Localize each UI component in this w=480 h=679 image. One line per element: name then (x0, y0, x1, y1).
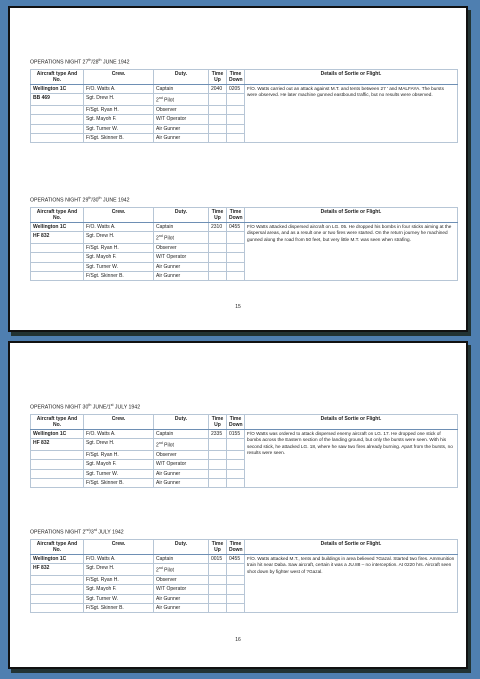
header-time-down: Time Down (227, 414, 245, 429)
header-details: Details of Sortie or Flight. (245, 207, 458, 222)
header-duty: Duty. (154, 539, 209, 554)
header-details: Details of Sortie or Flight. (245, 414, 458, 429)
crew-name: F/Sgt. Ryan H. (84, 576, 154, 585)
aircraft-type: Wellington 1C (31, 555, 84, 564)
sortie-section (30, 403, 458, 488)
crew-name: Sgt. Turner W. (84, 124, 154, 133)
crew-name: Sgt. Mayoh F. (84, 585, 154, 594)
crew-name: F/Sgt. Ryan H. (84, 451, 154, 460)
crew-duty: 2nd Pilot (154, 439, 209, 451)
header-row (31, 69, 458, 84)
header-row (31, 539, 458, 554)
crew-name: Sgt. Mayoh F. (84, 253, 154, 262)
crew-name: F/Sgt. Skinner B. (84, 271, 154, 280)
crew-duty: Captain (154, 430, 209, 439)
section-heading: OPERATIONS NIGHT 27th/28th JUNE 1942 (30, 58, 130, 66)
crew-name: F/O. Watts A. (84, 555, 154, 564)
crew-duty: W/T Operator (154, 115, 209, 124)
table-row (31, 555, 458, 564)
crew-name: F/Sgt. Ryan H. (84, 244, 154, 253)
page-number: 15 (235, 304, 241, 310)
time-up: 2040 (209, 85, 227, 94)
crew-duty: Air Gunner (154, 469, 209, 478)
crew-duty: Air Gunner (154, 124, 209, 133)
header-time-up: Time Up (209, 539, 227, 554)
crew-name: Sgt. Drew H. (84, 439, 154, 451)
crew-duty: Captain (154, 223, 209, 232)
table-row (31, 223, 458, 232)
time-up: 2335 (209, 430, 227, 439)
crew-name: F/Sgt. Ryan H. (84, 106, 154, 115)
sortie-details: F/O. Watts attacked M.T., tents and buildings in area believed ?Gazal. Started two fires. Ammunition train hit near Daba. Saw aircraft, certain it was a JU.88 – no interception. At 0220 hrs. Aircraft seen shot down by fighter west of ?Gazal. (245, 555, 458, 613)
crew-name: Sgt. Mayoh F. (84, 460, 154, 469)
header-aircraft: Aircraft type And No. (31, 414, 84, 429)
document-page-15 (8, 6, 468, 332)
time-down: 0155 (227, 430, 245, 439)
time-down: 0455 (227, 223, 245, 232)
crew-duty: 2nd Pilot (154, 94, 209, 106)
crew-name: F/O. Watts A. (84, 85, 154, 94)
crew-name: F/Sgt. Skinner B. (84, 478, 154, 487)
header-crew: Crew. (84, 414, 154, 429)
header-time-up: Time Up (209, 207, 227, 222)
crew-name: F/Sgt. Skinner B. (84, 603, 154, 612)
header-row (31, 207, 458, 222)
header-time-up: Time Up (209, 69, 227, 84)
sortie-details: F/O Watts attacked dispersed aircraft on LG. 05. He dropped his bombs in four sticks aiming at the dispersal areas, and as a result one or two fires were started. On the return journey he machined gunned along the road from 50 feet, but very little M.T. was seen when strafing. (245, 223, 458, 281)
crew-duty: 2nd Pilot (154, 232, 209, 244)
aircraft-type: Wellington 1C (31, 85, 84, 94)
time-down: 0205 (227, 85, 245, 94)
aircraft-number: HF 832 (31, 232, 84, 244)
header-duty: Duty. (154, 207, 209, 222)
header-duty: Duty. (154, 69, 209, 84)
document-page-16 (8, 341, 468, 669)
crew-name: Sgt. Turner W. (84, 262, 154, 271)
crew-duty: Captain (154, 555, 209, 564)
crew-name: Sgt. Turner W. (84, 469, 154, 478)
crew-name: Sgt. Drew H. (84, 232, 154, 244)
crew-name: F/O. Watts A. (84, 430, 154, 439)
table-row (31, 430, 458, 439)
aircraft-number: BB 469 (31, 94, 84, 106)
crew-duty: 2nd Pilot (154, 564, 209, 576)
crew-duty: Observer (154, 106, 209, 115)
header-details: Details of Sortie or Flight. (245, 539, 458, 554)
aircraft-type: Wellington 1C (31, 430, 84, 439)
table-row (31, 85, 458, 94)
crew-duty: Captain (154, 85, 209, 94)
sortie-section (30, 58, 458, 143)
crew-duty: W/T Operator (154, 253, 209, 262)
header-details: Details of Sortie or Flight. (245, 69, 458, 84)
header-crew: Crew. (84, 69, 154, 84)
crew-name: Sgt. Drew H. (84, 564, 154, 576)
header-aircraft: Aircraft type And No. (31, 539, 84, 554)
crew-name: F/Sgt. Skinner B. (84, 133, 154, 142)
crew-duty: Air Gunner (154, 603, 209, 612)
aircraft-type: Wellington 1C (31, 223, 84, 232)
header-crew: Crew. (84, 207, 154, 222)
crew-duty: Air Gunner (154, 262, 209, 271)
page-number: 16 (235, 637, 241, 643)
crew-name: F/O. Watts A. (84, 223, 154, 232)
crew-duty: Observer (154, 451, 209, 460)
crew-duty: Air Gunner (154, 271, 209, 280)
header-duty: Duty. (154, 414, 209, 429)
crew-duty: W/T Operator (154, 460, 209, 469)
crew-duty: Observer (154, 244, 209, 253)
crew-name: Sgt. Drew H. (84, 94, 154, 106)
sortie-details: F/O. Watts carried out an attack against M.T. and tents between 27 ' and MALFAYA. The bursts were observed. He later machine gunned eastbound traffic, but no results were observed. (245, 85, 458, 143)
crew-duty: Observer (154, 576, 209, 585)
header-time-down: Time Down (227, 207, 245, 222)
sortie-table (30, 414, 458, 488)
time-up: 2310 (209, 223, 227, 232)
header-time-up: Time Up (209, 414, 227, 429)
sortie-details: F/O Watts was ordered to attack dispersed enemy aircraft on LG. 17. He dropped one stick of bombs across the Eastern section of the landing ground, but only the bursts were seen. With his second stick, he attacked LG. 18, where he saw two fires already burning. Apart from the bursts, no results were seen. (245, 430, 458, 488)
header-time-down: Time Down (227, 69, 245, 84)
header-time-down: Time Down (227, 539, 245, 554)
crew-duty: Air Gunner (154, 594, 209, 603)
aircraft-number: HF 832 (31, 564, 84, 576)
sortie-section (30, 528, 458, 613)
section-heading: OPERATIONS NIGHT 2nd/3rd JULY 1942 (30, 528, 124, 536)
sortie-table (30, 69, 458, 143)
header-aircraft: Aircraft type And No. (31, 207, 84, 222)
section-heading: OPERATIONS NIGHT 30th JUNE/1st JULY 1942 (30, 403, 141, 411)
crew-duty: Air Gunner (154, 133, 209, 142)
header-crew: Crew. (84, 539, 154, 554)
crew-duty: W/T Operator (154, 585, 209, 594)
sortie-section (30, 196, 458, 281)
crew-duty: Air Gunner (154, 478, 209, 487)
header-row (31, 414, 458, 429)
header-aircraft: Aircraft type And No. (31, 69, 84, 84)
section-heading: OPERATIONS NIGHT 29th/30th JUNE 1942 (30, 196, 130, 204)
sortie-table (30, 539, 458, 613)
crew-name: Sgt. Mayoh F. (84, 115, 154, 124)
time-down: 0455 (227, 555, 245, 564)
crew-name: Sgt. Turner W. (84, 594, 154, 603)
time-up: 0015 (209, 555, 227, 564)
aircraft-number: HF 832 (31, 439, 84, 451)
sortie-table (30, 207, 458, 281)
